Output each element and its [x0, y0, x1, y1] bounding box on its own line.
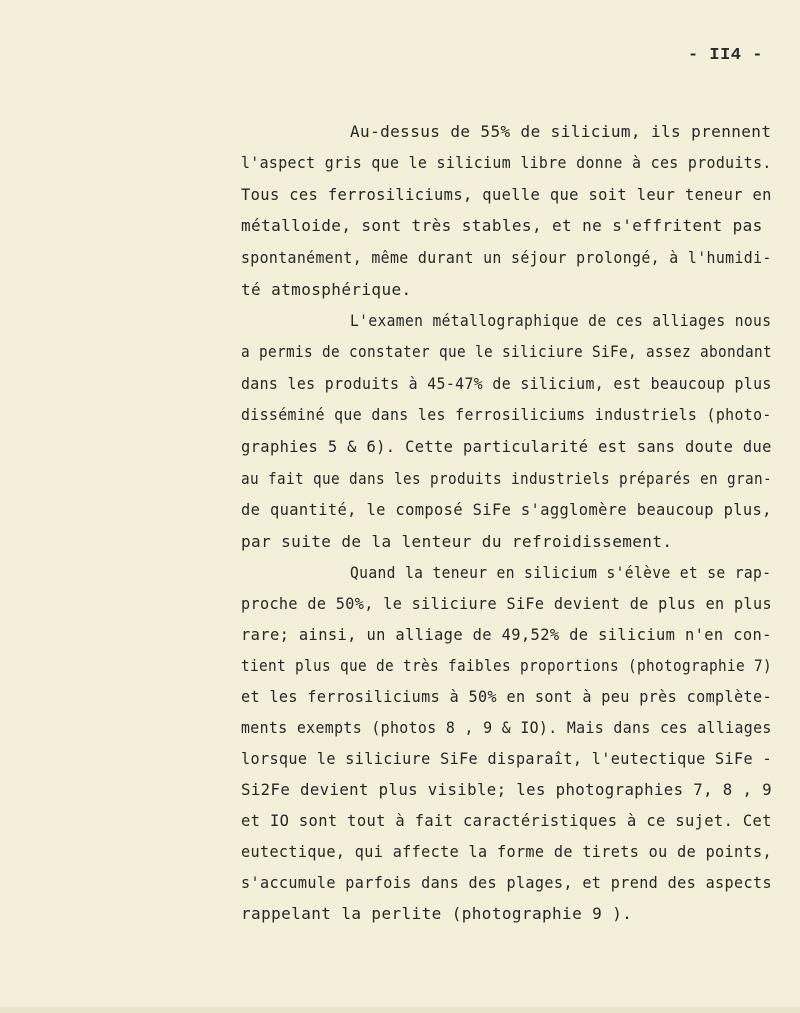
text-line: té atmosphérique. [241, 280, 412, 299]
page-number: - II4 - [688, 46, 763, 65]
text-line: tient plus que de très faibles proportions (photographie 7) [241, 656, 772, 675]
text-line: spontanément, même durant un séjour prolongé, à l'humidi- [241, 248, 772, 267]
text-line: métalloide, sont très stables, et ne s'effritent pas [241, 216, 763, 235]
text-line: l'aspect gris que le silicium libre donne à ces produits. [241, 153, 772, 172]
text-line: au fait que dans les produits industriels préparés en gran- [241, 469, 772, 488]
text-line: Si2Fe devient plus visible; les photographies 7, 8 , 9 [241, 780, 772, 799]
text-line: de quantité, le composé SiFe s'agglomère beaucoup plus, [241, 500, 772, 519]
text-line: dans les produits à 45-47% de silicium, est beaucoup plus [241, 374, 772, 393]
text-line: rappelant la perlite (photographie 9 ). [241, 904, 633, 923]
text-line: Au-dessus de 55% de silicium, ils prennent [350, 122, 772, 141]
text-line: eutectique, qui affecte la forme de tirets ou de points, [241, 842, 772, 861]
text-line: lorsque le siliciure SiFe disparaît, l'eutectique SiFe - [241, 749, 772, 768]
text-line: s'accumule parfois dans des plages, et prend des aspects [241, 873, 772, 892]
text-line: rare; ainsi, un alliage de 49,52% de silicium n'en con- [241, 625, 772, 644]
text-line: et les ferrosiliciums à 50% en sont à peu près complète- [241, 687, 772, 706]
text-line: par suite de la lenteur du refroidissement. [241, 532, 673, 551]
text-line: ments exempts (photos 8 , 9 & IO). Mais dans ces alliages [241, 718, 772, 737]
text-line: Quand la teneur en silicium s'élève et se rap- [350, 563, 772, 582]
page-edge [0, 1007, 800, 1013]
text-line: graphies 5 & 6). Cette particularité est sans doute due [241, 437, 772, 456]
text-line: L'examen métallographique de ces alliages nous [350, 311, 772, 330]
text-line: a permis de constater que le siliciure SiFe, assez abondant [241, 342, 772, 361]
text-line: et IO sont tout à fait caractéristiques à ce sujet. Cet [241, 811, 772, 830]
text-line: Tous ces ferrosiliciums, quelle que soit leur teneur en [241, 185, 772, 204]
text-line: disséminé que dans les ferrosiliciums industriels (photo- [241, 405, 772, 424]
text-line: proche de 50%, le siliciure SiFe devient de plus en plus [241, 594, 772, 613]
